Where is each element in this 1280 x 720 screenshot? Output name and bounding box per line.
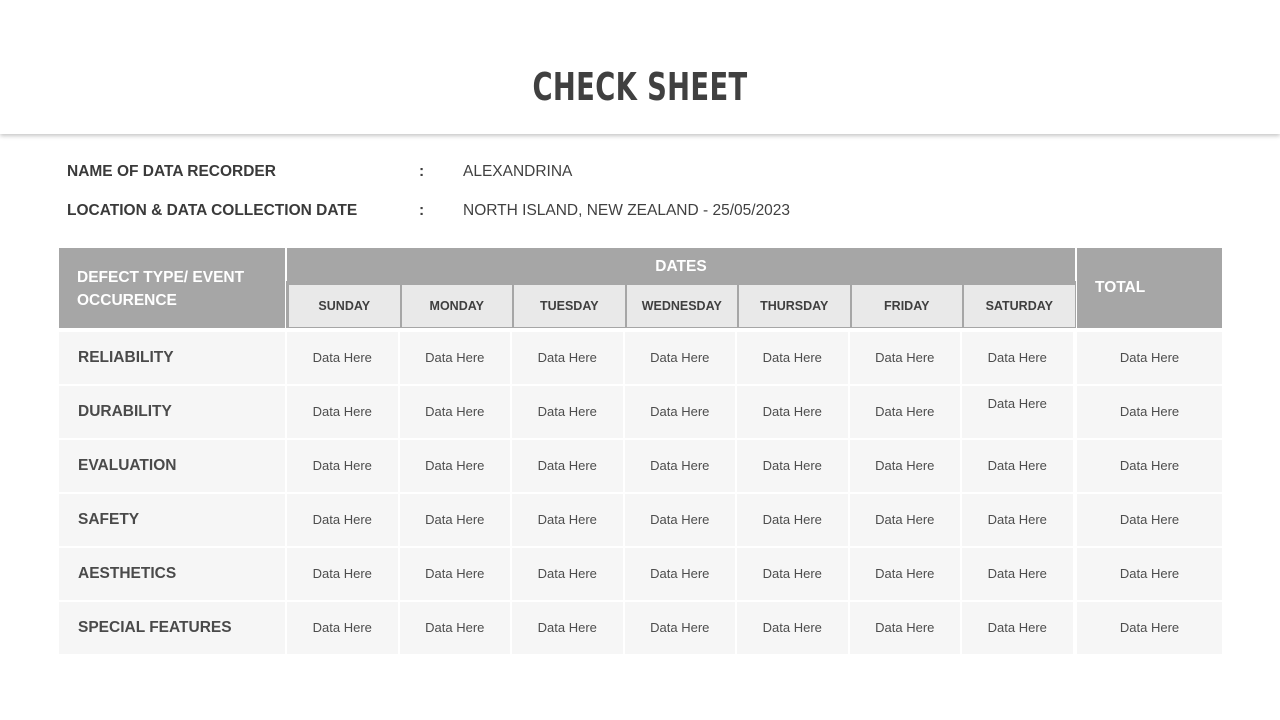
data-cell: Data Here xyxy=(512,602,623,654)
data-cell: Data Here xyxy=(400,494,511,546)
data-cell: Data Here xyxy=(962,494,1073,546)
data-cell: Data Here xyxy=(625,386,736,438)
data-cell: Data Here xyxy=(962,332,1073,384)
location-label: LOCATION & DATA COLLECTION DATE xyxy=(67,202,358,219)
data-cell: Data Here xyxy=(625,332,736,384)
data-cell: Data Here xyxy=(737,332,848,384)
data-cell: Data Here xyxy=(287,386,398,438)
row-label-aesthetics: AESTHETICS xyxy=(59,548,285,600)
data-cell: Data Here xyxy=(850,386,961,438)
data-cell: Data Here xyxy=(737,548,848,600)
total-cell: Data Here xyxy=(1077,332,1222,384)
row-label-evaluation: EVALUATION xyxy=(59,440,285,492)
location-colon: : xyxy=(419,202,425,219)
data-cell: Data Here xyxy=(962,386,1073,438)
data-cell: Data Here xyxy=(287,440,398,492)
data-cell: Data Here xyxy=(737,440,848,492)
data-cell: Data Here xyxy=(625,440,736,492)
data-cell: Data Here xyxy=(962,440,1073,492)
total-header: TOTAL xyxy=(1077,248,1222,328)
data-cell: Data Here xyxy=(287,332,398,384)
data-cell: Data Here xyxy=(512,548,623,600)
data-cell: Data Here xyxy=(850,440,961,492)
data-cell: Data Here xyxy=(400,602,511,654)
row-label-durability: DURABILITY xyxy=(59,386,285,438)
location-value: NORTH ISLAND, NEW ZEALAND - 25/05/2023 xyxy=(463,202,791,219)
data-cell: Data Here xyxy=(400,548,511,600)
data-cell: Data Here xyxy=(287,548,398,600)
day-header-saturday: SATURDAY xyxy=(964,285,1075,327)
data-cell: Data Here xyxy=(625,548,736,600)
data-cell: Data Here xyxy=(287,602,398,654)
page-title: CHECK SHEET xyxy=(532,65,748,109)
day-header-monday: MONDAY xyxy=(402,285,513,327)
row-label-special-features: SPECIAL FEATURES xyxy=(59,602,285,654)
total-cell: Data Here xyxy=(1077,386,1222,438)
data-cell: Data Here xyxy=(625,494,736,546)
data-cell: Data Here xyxy=(737,494,848,546)
recorder-colon: : xyxy=(419,163,425,180)
data-cell: Data Here xyxy=(512,332,623,384)
data-cell: Data Here xyxy=(962,548,1073,600)
recorder-label: NAME OF DATA RECORDER xyxy=(67,163,276,180)
total-cell: Data Here xyxy=(1077,440,1222,492)
data-cell: Data Here xyxy=(850,602,961,654)
row-label-safety: SAFETY xyxy=(59,494,285,546)
data-cell: Data Here xyxy=(400,440,511,492)
recorder-value: ALEXANDRINA xyxy=(463,163,573,180)
defect-type-header-line: OCCURENCE xyxy=(77,292,177,309)
data-cell: Data Here xyxy=(962,602,1073,654)
day-header-friday: FRIDAY xyxy=(852,285,963,327)
data-cell: Data Here xyxy=(850,494,961,546)
data-cell: Data Here xyxy=(737,386,848,438)
total-cell: Data Here xyxy=(1077,548,1222,600)
total-cell: Data Here xyxy=(1077,494,1222,546)
data-cell: Data Here xyxy=(850,332,961,384)
data-cell: Data Here xyxy=(287,494,398,546)
defect-type-header xyxy=(59,248,285,328)
total-cell: Data Here xyxy=(1077,602,1222,654)
data-cell: Data Here xyxy=(512,386,623,438)
data-cell: Data Here xyxy=(400,332,511,384)
defect-type-header-line: DEFECT TYPE/ EVENT xyxy=(77,269,245,286)
dates-header: DATES xyxy=(287,248,1075,281)
data-cell: Data Here xyxy=(400,386,511,438)
data-cell: Data Here xyxy=(625,602,736,654)
day-header-tuesday: TUESDAY xyxy=(514,285,625,327)
header-bar xyxy=(0,0,1280,134)
data-cell: Data Here xyxy=(512,494,623,546)
data-cell: Data Here xyxy=(512,440,623,492)
day-header-wednesday: WEDNESDAY xyxy=(627,285,738,327)
data-cell: Data Here xyxy=(737,602,848,654)
data-cell: Data Here xyxy=(850,548,961,600)
row-label-reliability: RELIABILITY xyxy=(59,332,285,384)
day-header-thursday: THURSDAY xyxy=(739,285,850,327)
day-header-sunday: SUNDAY xyxy=(289,285,400,327)
